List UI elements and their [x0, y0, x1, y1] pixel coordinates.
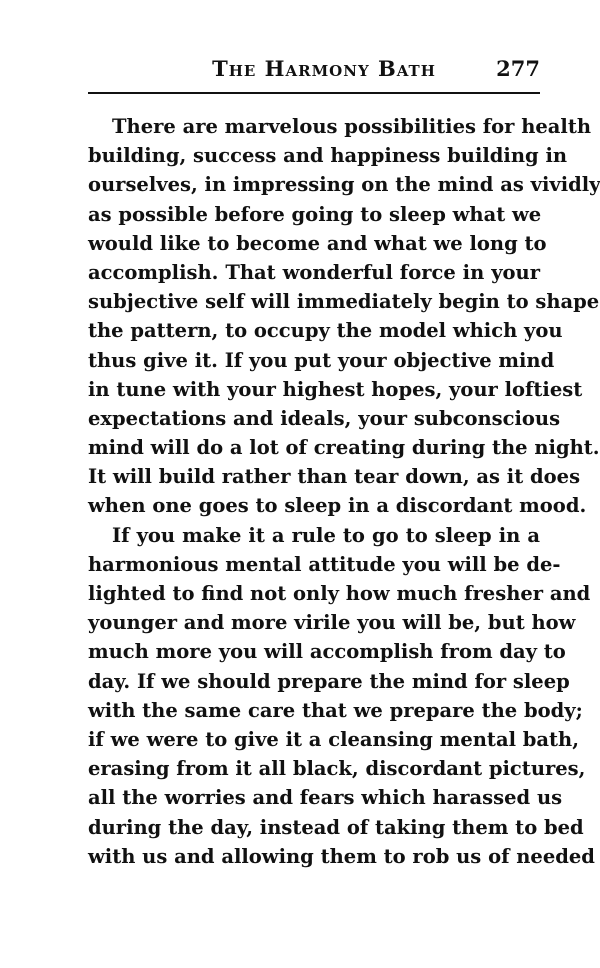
- text-line: day. If we should prepare the mind for sleep: [88, 669, 570, 693]
- text-line: harmonious mental attitude you will be de-: [88, 552, 561, 576]
- text-line: if we were to give it a cleansing mental bath,: [88, 727, 580, 751]
- text-line: younger and more virile you will be, but how: [88, 611, 576, 635]
- text-line: There are marvelous possibilities for health: [112, 115, 592, 138]
- text-line: much more you will accomplish from day to: [88, 640, 566, 664]
- running-header: [88, 56, 540, 86]
- paragraph: [88, 112, 600, 521]
- text-line: subjective self will immediately begin to shape: [88, 290, 600, 314]
- text-line: accomplish. That wonderful force in your: [88, 260, 540, 284]
- text-line: in tune with your highest hopes, your loftiest: [88, 377, 583, 401]
- running-title: The Harmony Bath: [212, 56, 436, 81]
- text-line: If you make it a rule to go to sleep in a: [112, 523, 540, 547]
- paragraph: [88, 521, 595, 871]
- text-line: thus give it. If you put your objective mind: [88, 348, 555, 372]
- text-line: It will build rather than tear down, as it does: [88, 465, 581, 489]
- text-line: with the same care that we prepare the body;: [88, 698, 583, 722]
- text-line: the pattern, to occupy the model which you: [88, 319, 563, 343]
- text-line: during the day, instead of taking them to bed: [88, 815, 584, 839]
- page-body: [88, 112, 600, 871]
- text-line: expectations and ideals, your subconscious: [88, 406, 561, 430]
- text-line: lighted to find not only how much fresher and: [88, 582, 591, 605]
- text-line: all the worries and fears which harassed us: [88, 786, 563, 810]
- page-number: 277: [496, 56, 540, 81]
- text-line: as possible before going to sleep what we: [88, 202, 542, 226]
- text-line: with us and allowing them to rob us of needed: [88, 844, 595, 868]
- text-line: ourselves, in impressing on the mind as vividly: [88, 173, 600, 197]
- text-line: when one goes to sleep in a discordant mood.: [88, 494, 587, 518]
- text-line: building, success and happiness building in: [88, 144, 568, 168]
- text-line: would like to become and what we long to: [88, 231, 547, 255]
- text-line: erasing from it all black, discordant pictures,: [88, 757, 586, 781]
- text-line: mind will do a lot of creating during the night.: [88, 436, 600, 460]
- header-rule: [88, 92, 540, 94]
